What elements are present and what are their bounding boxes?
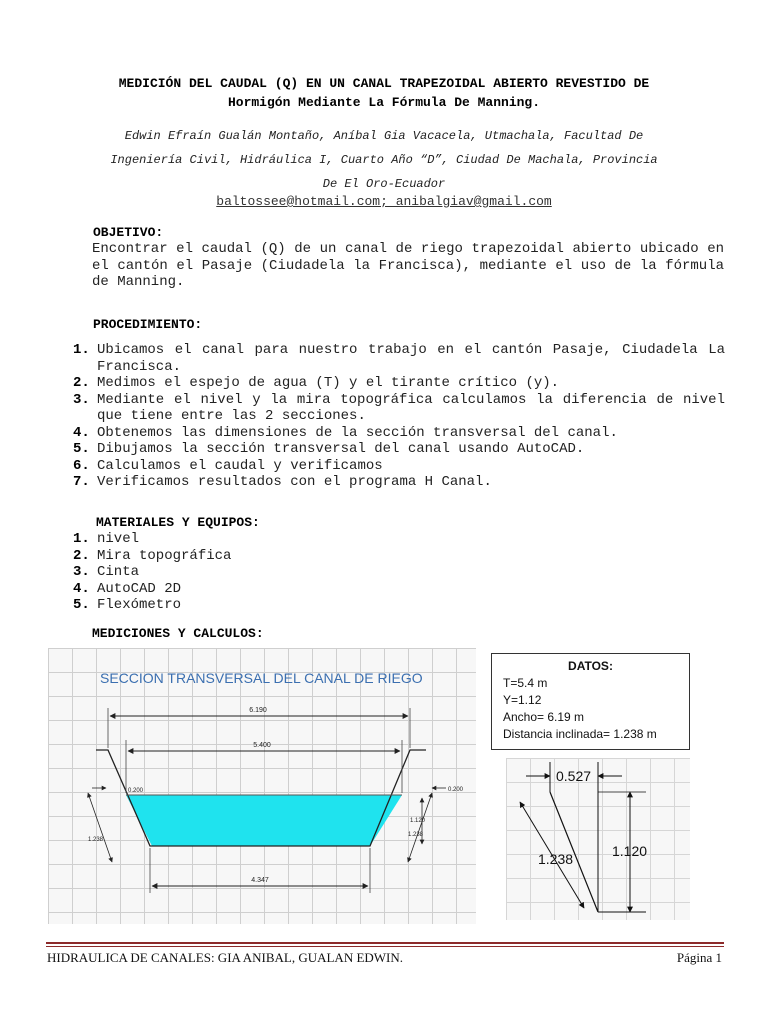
list-text: Ubicamos el canal para nuestro trabajo en el cantón Pasaje, Ciudadela La Francisca.: [97, 342, 725, 375]
list-number: 2.: [73, 375, 90, 391]
list-text: Mediante el nivel y la mira topográfica calculamos la diferencia de nivel que tiene entre las 2 secciones.: [97, 391, 725, 424]
list-item: [73, 375, 725, 392]
list-number: 5.: [73, 597, 90, 613]
list-item: [73, 581, 373, 598]
list-text: Dibujamos la sección transversal del canal usando AutoCAD.: [97, 441, 585, 457]
figure-title: SECCION TRANSVERSAL DEL CANAL DE RIEGO: [100, 670, 423, 686]
list-number: 1.: [73, 531, 90, 547]
dimension-width-label: 6.190: [249, 707, 267, 714]
datos-title: DATOS:: [568, 659, 613, 673]
list-number: 3.: [73, 391, 90, 408]
list-number: 3.: [73, 564, 90, 580]
cross-section-drawing: [48, 648, 476, 924]
list-item: [73, 597, 373, 614]
list-number: 5.: [73, 441, 90, 457]
dimension-right-slope-line: [408, 793, 432, 862]
email-line: [40, 194, 728, 209]
slope-detail-drawing: [506, 758, 690, 920]
list-text: Mira topográfica: [97, 547, 232, 564]
list-item: [73, 474, 725, 491]
mediciones-heading: MEDICIONES Y CALCULOS:: [92, 626, 264, 641]
procedimiento-list: [73, 342, 725, 491]
list-number: 4.: [73, 580, 90, 597]
authors-block: [40, 124, 728, 196]
list-number: 2.: [73, 547, 90, 564]
list-text: Flexómetro: [97, 597, 182, 613]
datos-line: Y=1.12: [503, 693, 542, 707]
dimension-left-slope-line: [88, 793, 112, 862]
list-item: [73, 425, 725, 442]
title-line-2: Hormigón Mediante La Fórmula De Manning.: [227, 95, 541, 110]
list-text: AutoCAD 2D: [97, 580, 182, 597]
list-text: Calculamos el caudal y verificamos: [97, 457, 383, 474]
list-item: [73, 392, 725, 425]
datos-line: T=5.4 m: [503, 676, 548, 690]
list-text: Medimos el espejo de agua (T) y el tirante crítico (y).: [97, 375, 560, 391]
dimension-left-lip-label: 0.200: [128, 788, 144, 794]
footer-left-text: HIDRAULICA DE CANALES: GIA ANIBAL, GUALAN EDWIN.: [47, 950, 404, 965]
list-number: 1.: [73, 342, 90, 358]
datos-line: Ancho= 6.19 m: [503, 710, 585, 724]
list-item: [73, 564, 373, 581]
email-link[interactable]: baltossee@hotmail.com; anibalgiav@gmail.com: [216, 194, 552, 209]
cross-section-figure: [48, 648, 476, 924]
authors-line-3: De El Oro-Ecuador: [322, 177, 446, 191]
water-area: [126, 795, 402, 846]
list-item: [73, 441, 725, 458]
list-text: Cinta: [97, 564, 140, 580]
list-number: 6.: [73, 457, 90, 474]
list-number: 4.: [73, 424, 90, 441]
detail-inclined-label: 1.238: [538, 851, 574, 867]
dimension-left-slope-label: 1.238: [88, 837, 104, 843]
list-item: [73, 342, 725, 375]
materiales-heading: MATERIALES Y EQUIPOS:: [96, 515, 260, 530]
datos-line: Distancia inclinada= 1.238 m: [503, 727, 657, 741]
list-number: 7.: [73, 474, 90, 490]
document-title: [40, 74, 728, 112]
footer-rule: [46, 942, 724, 944]
list-item: [73, 548, 373, 565]
detail-vertical-label: 1.120: [612, 843, 648, 859]
page-number: Página 1: [676, 950, 722, 965]
footer-rule-thin: [46, 946, 724, 947]
slope-detail-figure: [506, 758, 690, 920]
title-line-1: MEDICIÓN DEL CAUDAL (Q) EN UN CANAL TRAPEZOIDAL ABIERTO REVESTIDO DE: [118, 76, 650, 91]
list-item: [73, 531, 373, 548]
objetivo-heading: OBJETIVO:: [93, 225, 164, 240]
dimension-right-lip-label: 0.200: [448, 787, 464, 793]
list-text: Verificamos resultados con el programa H Canal.: [97, 474, 492, 490]
list-text: Obtenemos las dimensiones de la sección transversal del canal.: [97, 424, 618, 441]
dimension-base-label: 4.347: [251, 877, 269, 884]
objetivo-text: Encontrar el caudal (Q) de un canal de riego trapezoidal abierto ubicado en el cantón el Pasaje (Ciudadela la Francisca), mediante el uso de la fórmula de Manning.: [92, 241, 724, 290]
procedimiento-heading: PROCEDIMIENTO:: [93, 317, 203, 332]
dimension-depth-label: 1.120: [410, 818, 426, 824]
dimension-surface-label: 5.400: [253, 742, 271, 749]
materiales-list: [73, 531, 373, 614]
authors-line-2: Ingeniería Civil, Hidráulica I, Cuarto Año “D”, Ciudad De Machala, Provincia: [110, 153, 658, 167]
dimension-right-slope-label: 1.238: [408, 832, 424, 838]
list-text: nivel: [97, 531, 140, 547]
detail-horizontal-label: 0.527: [556, 768, 592, 784]
list-item: [73, 458, 725, 475]
datos-box: [491, 653, 690, 750]
authors-line-1: Edwin Efraín Gualán Montaño, Aníbal Gia Vacacela, Utmachala, Facultad De: [124, 129, 644, 143]
